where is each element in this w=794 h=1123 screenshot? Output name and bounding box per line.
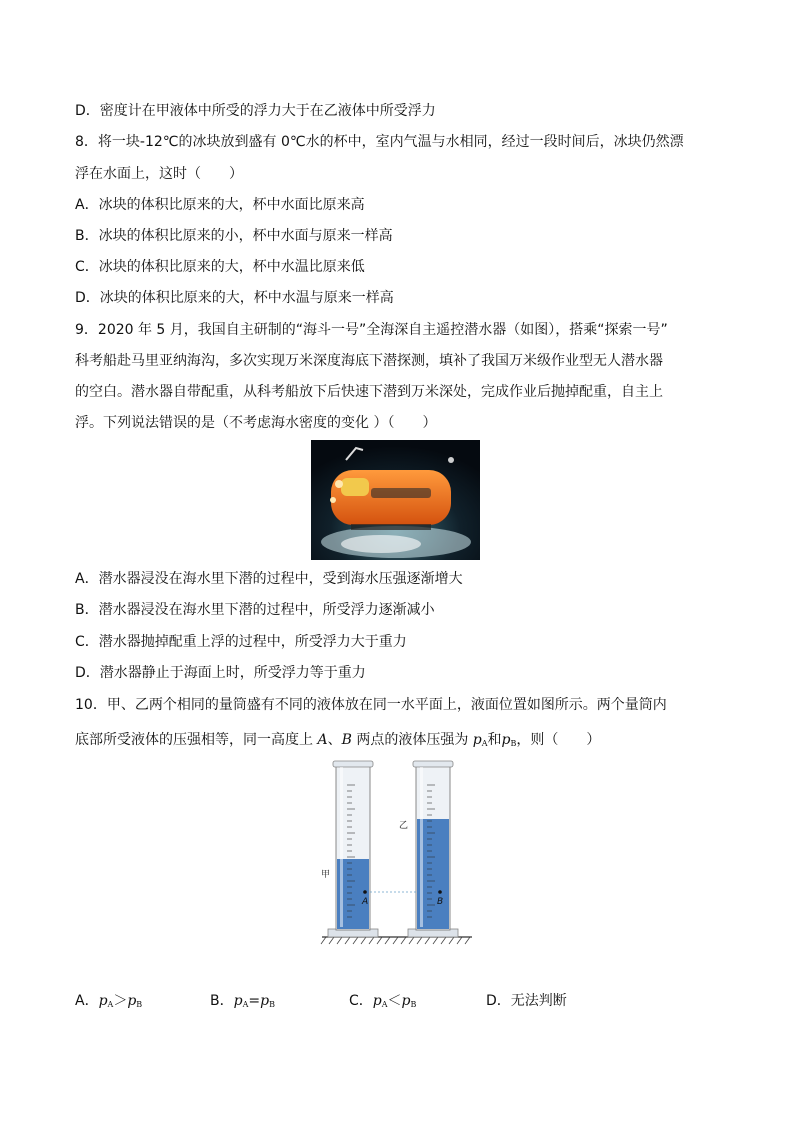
q10-option-d: D．无法判断 <box>486 993 567 1009</box>
label-jia: 甲 <box>321 870 331 880</box>
q10-option-b: B．$p_A=p_B$ <box>210 993 275 1009</box>
q8-option-a: A．冰块的体积比原来的大，杯中水面比原来高 <box>75 197 365 213</box>
q10-option-c: C．$p_A<p_B$ <box>349 993 417 1009</box>
q8-option-c: C．冰块的体积比原来的大，杯中水温比原来低 <box>75 259 365 275</box>
q8-option-b: B．冰块的体积比原来的小，杯中水面与原来一样高 <box>75 228 393 244</box>
q9-option-b: B．潜水器浸没在海水里下潜的过程中，所受浮力逐渐减小 <box>75 602 435 618</box>
q9-option-c: C．潜水器抛掉配重上浮的过程中，所受浮力大于重力 <box>75 634 407 650</box>
q10-stem-line-1: 10．甲、乙两个相同的量筒盛有不同的液体放在同一水平面上，液面位置如图所示。两个量筒内 <box>75 697 667 713</box>
cylinder-jia <box>328 761 378 937</box>
submersible-photo <box>311 440 480 560</box>
q10-stem-line-2: 底部所受液体的压强相等，同一高度上 A、B 两点的液体压强为 $p_A$和$p_B$，则（ ） <box>75 732 601 748</box>
q7-option-d: D．密度计在甲液体中所受的浮力大于在乙液体中所受浮力 <box>75 103 436 119</box>
cylinders-figure <box>314 755 479 950</box>
cylinder-yi <box>408 761 458 937</box>
q10-option-a: A．$p_A>p_B$ <box>75 993 143 1009</box>
q8-stem-line-1: 8．将一块-12℃的冰块放到盛有 0℃水的杯中，室内气温与水相同，经过一段时间后，冰块仍然漂 <box>75 134 684 150</box>
q9-option-a: A．潜水器浸没在海水里下潜的过程中，受到海水压强逐渐增大 <box>75 571 463 587</box>
label-yi: 乙 <box>399 821 409 831</box>
q9-option-d: D．潜水器静止于海面上时，所受浮力等于重力 <box>75 665 366 681</box>
q9-stem-line-2: 科考船赴马里亚纳海沟，多次实现万米深度海底下潜探测，填补了我国万米级作业型无人潜水器 <box>75 353 663 369</box>
q9-stem-line-1: 9．2020 年 5 月，我国自主研制的“海斗一号”全海深自主遥控潜水器（如图），搭乘“探索一号” <box>75 322 668 338</box>
label-point-b: B <box>437 897 444 907</box>
q8-stem-line-2: 浮在水面上，这时（ ） <box>75 166 243 182</box>
q9-stem-line-4: 浮。下列说法错误的是（不考虑海水密度的变化 ）（ ） <box>75 415 437 431</box>
q8-option-d: D．冰块的体积比原来的大，杯中水温与原来一样高 <box>75 290 394 306</box>
q9-stem-line-3: 的空白。潜水器自带配重，从科考船放下后快速下潜到万米深处，完成作业后抛掉配重，自主上 <box>75 384 663 400</box>
label-point-a: A <box>362 897 369 907</box>
